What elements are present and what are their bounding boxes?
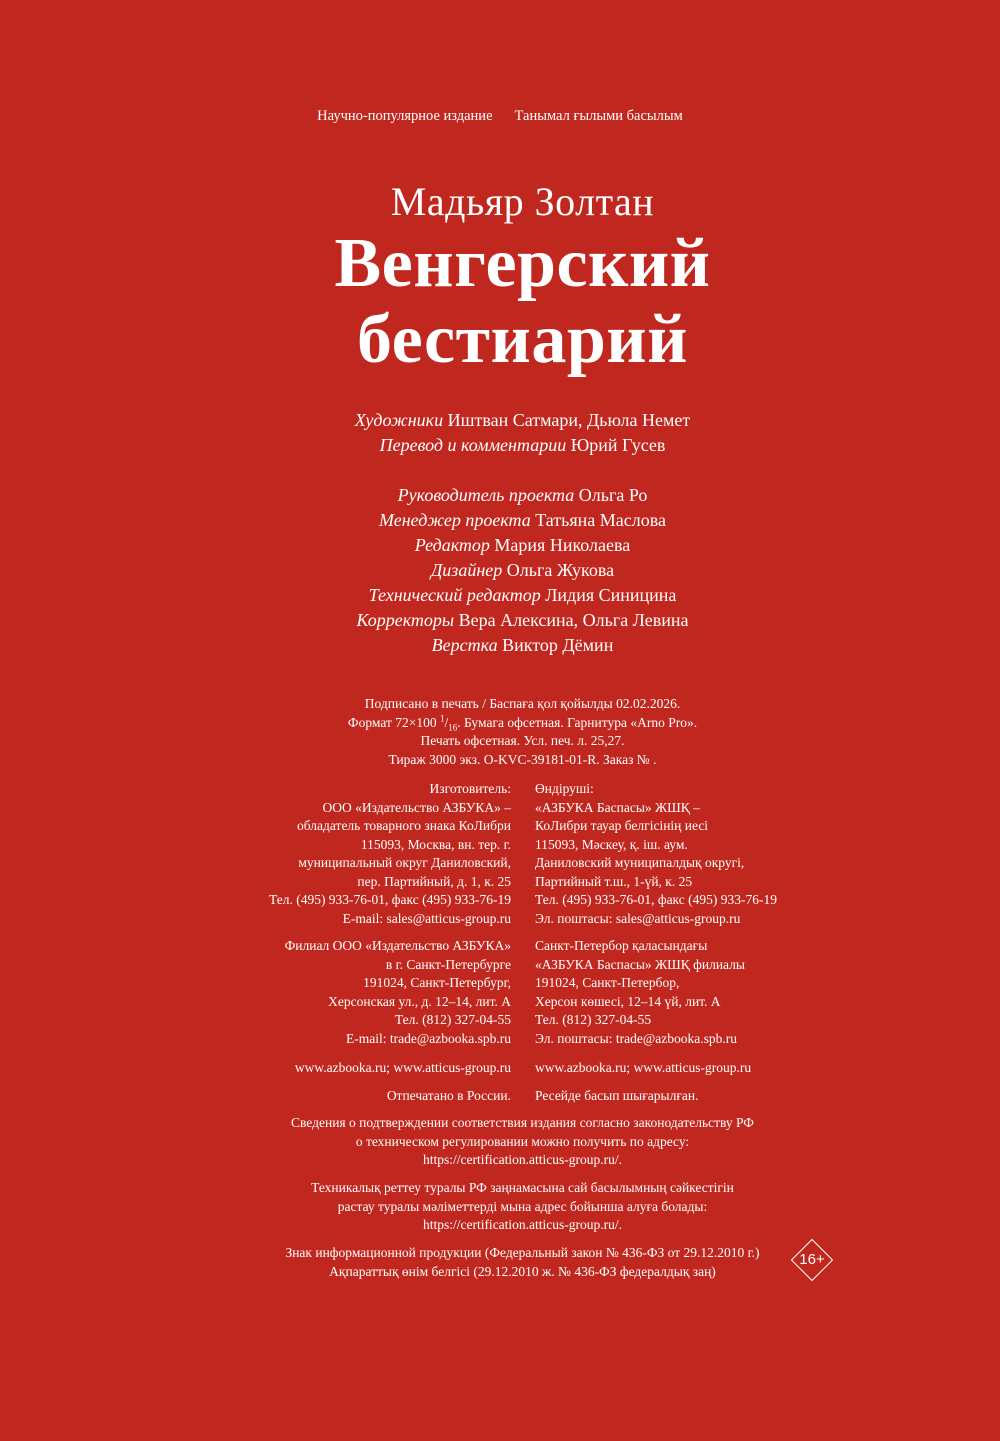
credit-role: Технический редактор xyxy=(368,585,541,605)
certification-kz xyxy=(0,1179,1000,1235)
manufacturer-ru xyxy=(269,780,511,928)
credit-role: Художники xyxy=(354,410,444,430)
age-rating-text: 16+ xyxy=(799,1251,825,1268)
credit-person: Виктор Дёмин xyxy=(502,635,614,655)
edition-type-row xyxy=(0,108,1000,125)
manufacturer-ru-line: муниципальный округ Даниловский, xyxy=(298,855,511,870)
credit-line xyxy=(0,533,1000,558)
print-info xyxy=(0,695,1000,769)
branch-ru-line: 191024, Санкт-Петербург, xyxy=(363,975,511,990)
manufacturer-kz-email: Эл. поштасы: sales@atticus-group.ru xyxy=(535,910,741,926)
certification-kz-line: растау туралы мәліметтерді мына адрес бойынша алуға болады: xyxy=(337,1198,708,1214)
manufacturer-kz-line: КоЛибри тауар белгісінің иесі xyxy=(535,818,709,833)
manufacturer-kz-line: Тел. (495) 933-76-01, факс (495) 933-76-19 xyxy=(535,892,778,907)
branch-kz-line: «АЗБУКА Баспасы» ЖШҚ филиалы xyxy=(535,956,745,972)
printed-in-kz: Ресейде басып шығарылған. xyxy=(535,1088,699,1103)
manufacturer-kz xyxy=(535,780,777,928)
manufacturer-ru-line: ООО «Издательство АЗБУКА» – xyxy=(322,799,511,815)
info-sign-kz: Ақпараттық өнім белгісі (29.12.2010 ж. № 436-ФЗ федералдық заң) xyxy=(329,1263,716,1279)
manufacturer-ru-line: 115093, Москва, вн. тер. г. xyxy=(360,836,511,852)
edition-type-ru: Научно-популярное издание xyxy=(317,108,493,124)
manufacturer-ru-line: обладатель товарного знака КоЛибри xyxy=(297,818,511,833)
credit-line xyxy=(0,433,1000,458)
credit-line xyxy=(0,583,1000,608)
credit-person: Юрий Гусев xyxy=(570,435,666,455)
credit-person: Лидия Синицина xyxy=(545,585,677,605)
info-sign-ru: Знак информационной продукции (Федеральный закон № 436-ФЗ от 29.12.2010 г.) xyxy=(285,1245,760,1260)
credit-person: Ольга Жукова xyxy=(506,560,615,580)
format-numerator: 1 xyxy=(440,713,445,723)
certification-kz-line: Техникалық реттеу туралы РФ заңнамасына сай басылымның сәйкестігін xyxy=(311,1180,734,1195)
credit-role: Редактор xyxy=(414,535,490,555)
manufacturer-kz-line: Өндіруші: xyxy=(535,781,594,796)
info-product-sign xyxy=(0,1244,1000,1281)
age-rating-badge xyxy=(790,1238,834,1282)
print-run: Тираж 3000 экз. O-KVC-39181-01-R. Заказ № . xyxy=(388,751,657,767)
certification-ru-line: о техническом регулировании можно получить по адресу: xyxy=(355,1133,690,1149)
certification-kz-url: https://certification.atticus-group.ru/. xyxy=(422,1217,623,1232)
credit-line xyxy=(0,408,1000,433)
branch-ru-line: Тел. (812) 327-04-55 xyxy=(394,1012,511,1027)
branch-ru-line: в г. Санкт-Петербурге xyxy=(385,956,511,972)
format-denominator: 16 xyxy=(448,722,458,733)
book-title xyxy=(0,226,1000,378)
author-name: Мадьяр Золтан xyxy=(390,179,655,224)
credits-staff xyxy=(0,483,1000,658)
credit-person: Татьяна Маслова xyxy=(535,510,666,530)
print-format xyxy=(0,714,1000,733)
manufacturer-kz-line: 115093, Мәскеу, қ. іш. аум. xyxy=(535,836,688,852)
manufacturer-kz-line: «АЗБУКА Баспасы» ЖШҚ – xyxy=(535,799,700,815)
credit-line xyxy=(0,608,1000,633)
credits-main xyxy=(0,408,1000,458)
credit-person: Вера Алексина, Ольга Левина xyxy=(458,610,689,630)
credit-line xyxy=(0,633,1000,658)
branch-ru xyxy=(285,937,511,1048)
branch-ru-line: Филиал ООО «Издательство АЗБУКА» xyxy=(284,938,511,953)
manufacturer-kz-line: Даниловский муниципалдық округі, xyxy=(535,855,745,870)
credit-role: Верстка xyxy=(431,635,498,655)
branch-kz-line: Санкт-Петербор қаласындағы xyxy=(535,938,708,953)
printed-in-ru: Отпечатано в России. xyxy=(386,1088,511,1103)
book-title-line: бестиарий xyxy=(357,301,688,378)
credit-person: Иштван Сатмари, Дьюла Немет xyxy=(447,410,691,430)
credit-role: Руководитель проекта xyxy=(397,485,575,505)
credit-role: Менеджер проекта xyxy=(379,510,531,530)
manufacturer-ru-email: E-mail: sales@atticus-group.ru xyxy=(342,910,511,926)
format-suffix: . Бумага офсетная. Гарнитура «Arno Pro». xyxy=(457,714,698,730)
print-method: Печать офсетная. Усл. печ. л. 25,27. xyxy=(420,733,625,748)
certification-ru-line: Сведения о подтверждении соответствия издания согласно законодательству РФ xyxy=(291,1115,754,1130)
credit-role: Перевод и комментарии xyxy=(379,435,567,455)
branch-kz-line: Херсон көшесі, 12–14 үй, лит. А xyxy=(535,993,721,1009)
credit-line xyxy=(0,558,1000,583)
websites-kz: www.azbooka.ru; www.atticus-group.ru xyxy=(535,1060,752,1075)
credit-person: Мария Николаева xyxy=(494,535,631,555)
format-slash: / xyxy=(444,714,449,730)
edition-type-kz: Танымал ғылыми басылым xyxy=(514,108,683,124)
manufacturer-ru-line: пер. Партийный, д. 1, к. 25 xyxy=(357,873,511,889)
certification-ru-url: https://certification.atticus-group.ru/. xyxy=(422,1152,623,1167)
credit-line xyxy=(0,483,1000,508)
book-title-line: Венгерский xyxy=(334,225,711,302)
manufacturer-kz-line: Партийный т.ш., 1-үй, к. 25 xyxy=(535,873,693,889)
branch-kz-line: Тел. (812) 327-04-55 xyxy=(535,1012,652,1027)
print-signed: Подписано в печать / Баспаға қол қойылды 02.02.2026. xyxy=(364,696,681,711)
credit-role: Дизайнер xyxy=(430,560,503,580)
branch-ru-line: Херсонская ул., д. 12–14, лит. А xyxy=(328,993,511,1009)
branch-kz-email: Эл. поштасы: trade@azbooka.spb.ru xyxy=(535,1030,737,1046)
credit-line xyxy=(0,508,1000,533)
websites-ru: www.azbooka.ru; www.atticus-group.ru xyxy=(294,1060,511,1075)
credit-role: Корректоры xyxy=(356,610,455,630)
credit-person: Ольга Ро xyxy=(578,485,648,505)
branch-kz-line: 191024, Санкт-Петербор, xyxy=(535,975,680,990)
branch-ru-email: E-mail: trade@azbooka.spb.ru xyxy=(346,1030,511,1046)
format-prefix: Формат 72×100 xyxy=(347,714,437,730)
manufacturer-ru-line: Изготовитель: xyxy=(429,781,511,796)
manufacturer-ru-line: Тел. (495) 933-76-01, факс (495) 933-76-19 xyxy=(268,892,511,907)
branch-kz xyxy=(535,937,745,1048)
certification-ru xyxy=(0,1114,1000,1170)
